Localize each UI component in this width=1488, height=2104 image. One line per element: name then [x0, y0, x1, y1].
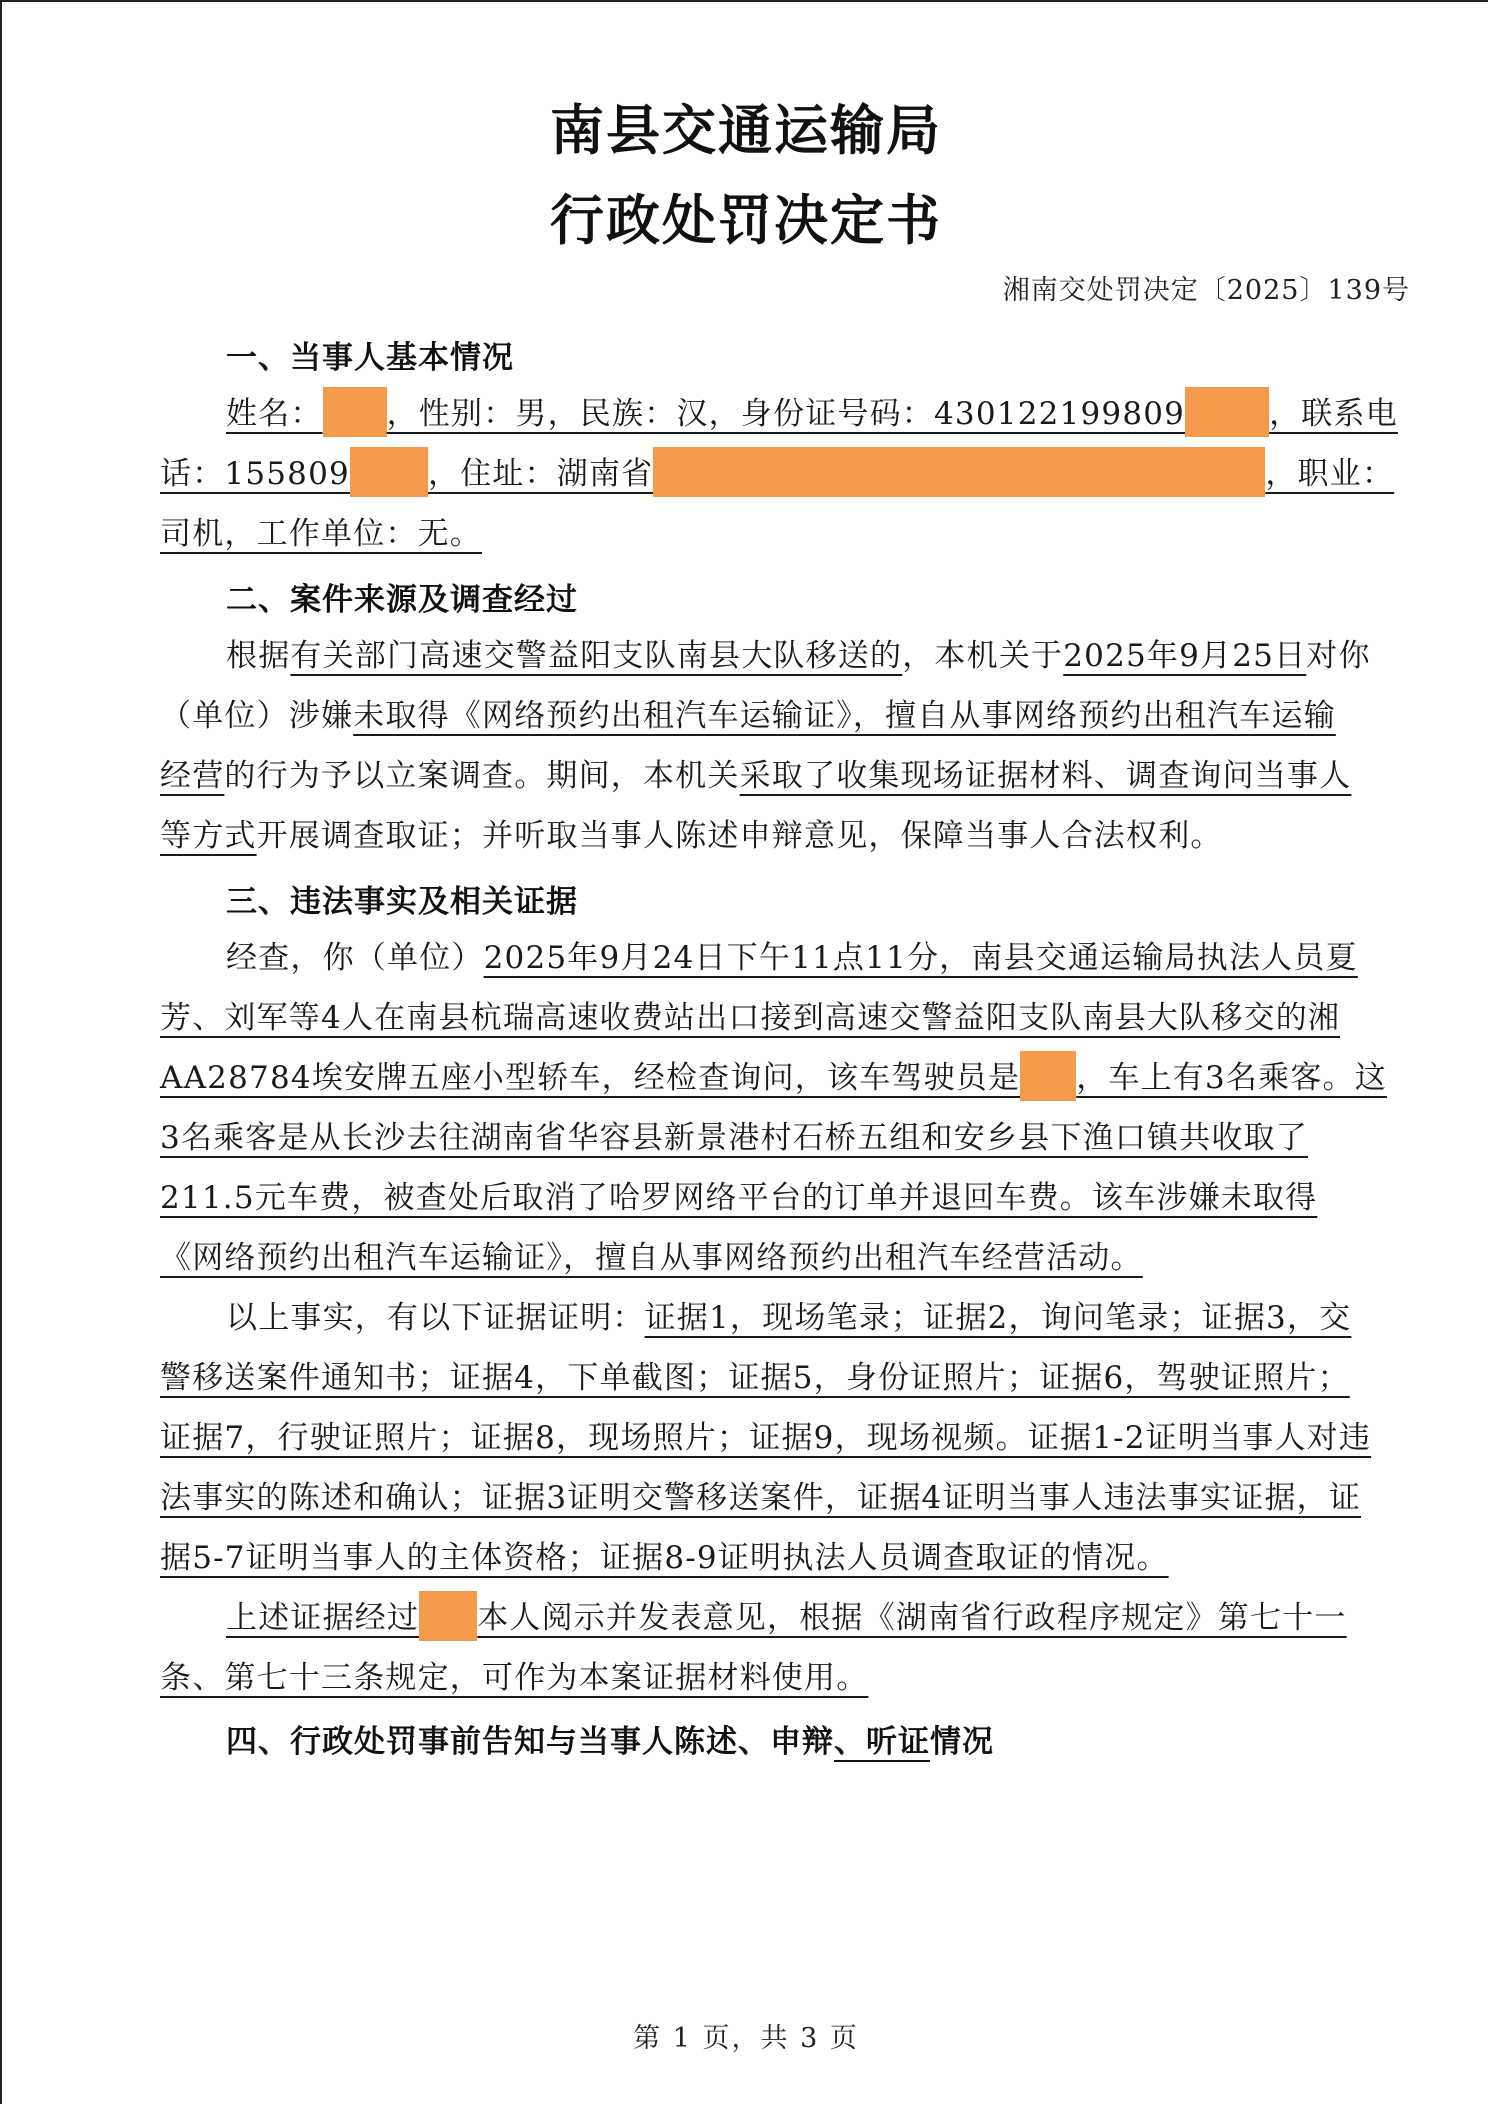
text-span: 经营 [160, 758, 225, 794]
text-span: ，性别：男，民族：汉，身份证号码：430122199809 [386, 396, 1186, 432]
party-info-line-3: 司机，工作单位：无。 [160, 516, 482, 552]
evidence-line-1 [226, 1296, 1406, 1340]
case-source-line-2 [160, 694, 1406, 738]
redaction-block [419, 1591, 477, 1641]
text-span: 姓名： [226, 396, 323, 432]
text-span: 经查，你（单位） [226, 940, 484, 976]
section-heading-party-info: 一、当事人基本情况 [226, 340, 514, 376]
text-span: 以上事实，有以下证据证明： [226, 1300, 645, 1336]
section-heading-facts-evidence: 三、违法事实及相关证据 [226, 884, 578, 920]
text-span: ，本机关于 [902, 638, 1064, 674]
text-span: 的行为予以立案调查。期间，本机关 [224, 758, 740, 794]
document-title-type: 行政处罚决定书 [550, 189, 942, 252]
evidence-line-5: 据5-7证明当事人的主体资格；证据8-9证明执法人员调查取证的情况。 [160, 1540, 1169, 1576]
page-indicator: 第 1 页，共 3 页 [633, 2023, 859, 2054]
evidence-line-2: 警移送案件通知书；证据4，下单截图；证据5，身份证照片；证据6，驾驶证照片； [160, 1360, 1350, 1396]
text-span: 2025年9月25日 [1063, 638, 1307, 674]
text-span: 开展调查取证；并听取当事人陈述申辩意见，保障当事人合法权利。 [256, 818, 1223, 854]
text-span: 证据1，现场笔录；证据2，询问笔录；证据3，交 [644, 1300, 1352, 1336]
redaction-block [1185, 387, 1269, 437]
redaction-block [653, 447, 1265, 497]
text-span: AA28784埃安牌五座小型轿车，经检查询问，该车驾驶员是 [160, 1060, 1021, 1096]
section-heading-prior-notice [226, 1716, 994, 1761]
party-info-line-1 [226, 392, 1406, 436]
facts-line-3 [160, 1056, 1406, 1100]
text-span: 话：155809 [160, 456, 350, 492]
case-source-line-3 [160, 754, 1406, 798]
facts-line-4: 3名乘客是从长沙去往湖南省华容县新景港村石桥五组和安乡县下渔口镇共收取了 [160, 1120, 1308, 1156]
evidence-review-line-2: 条、第七十三条规定，可作为本案证据材料使用。 [160, 1660, 869, 1696]
facts-line-6: 《网络预约出租汽车运输证》，擅自从事网络预约出租汽车经营活动。 [160, 1240, 1143, 1276]
text-span: 等方式 [160, 818, 257, 854]
text-span: ，车上有3名乘客。这 [1076, 1060, 1387, 1096]
section-heading-case-source: 二、案件来源及调查经过 [226, 582, 578, 618]
evidence-review-line-1 [226, 1596, 1406, 1640]
party-info-line-2 [160, 452, 1406, 496]
evidence-line-4: 法事实的陈述和确认；证据3证明交警移送案件，证据4证明当事人违法事实证据，证 [160, 1480, 1362, 1516]
text-span: 上述证据经过 [226, 1600, 420, 1636]
text-span: 四、行政处罚事前告知与当事人陈述、申辩 [226, 1724, 834, 1760]
redaction-block [323, 387, 387, 437]
text-span: ，职业： [1265, 456, 1395, 492]
text-span: ，住址：湖南省 [427, 456, 654, 492]
redaction-block [350, 447, 428, 497]
document-title-agency: 南县交通运输局 [550, 99, 942, 162]
facts-line-5: 211.5元车费，被查处后取消了哈罗网络平台的订单并退回车费。该车涉嫌未取得 [160, 1180, 1318, 1216]
text-span: 根据 [226, 638, 291, 674]
evidence-line-3: 证据7，行驶证照片；证据8，现场照片；证据9，现场视频。证据1-2证明当事人对违 [160, 1420, 1372, 1456]
redaction-block [1020, 1051, 1076, 1101]
case-source-line-1 [226, 634, 1406, 678]
document-number: 湘南交处罚决定〔2025〕139号 [1002, 275, 1410, 306]
text-span: ，联系电 [1269, 396, 1398, 432]
text-span: 采取了收集现场证据材料、调查询问当事人 [739, 758, 1352, 794]
facts-line-1 [226, 936, 1406, 980]
text-span: 本人阅示并发表意见，根据《湖南省行政程序规定》第七十一 [477, 1600, 1347, 1636]
text-span: 2025年9月24日下午11点11分，南县交通运输局执法人员夏 [483, 940, 1358, 976]
text-span: 、听证 [834, 1724, 930, 1760]
text-span: 对你 [1306, 638, 1371, 674]
case-source-line-4 [160, 814, 1406, 858]
text-span: 有关部门高速交警益阳支队南县大队移送的 [290, 638, 903, 674]
text-span: 未取得《网络预约出租汽车运输证》，擅自从事网络预约出租汽车运输 [353, 698, 1336, 734]
text-span: （单位）涉嫌 [160, 698, 354, 734]
facts-line-2: 芳、刘军等4人在南县杭瑞高速收费站出口接到高速交警益阳支队南县大队移交的湘 [160, 1000, 1341, 1036]
text-span: 情况 [930, 1724, 994, 1760]
